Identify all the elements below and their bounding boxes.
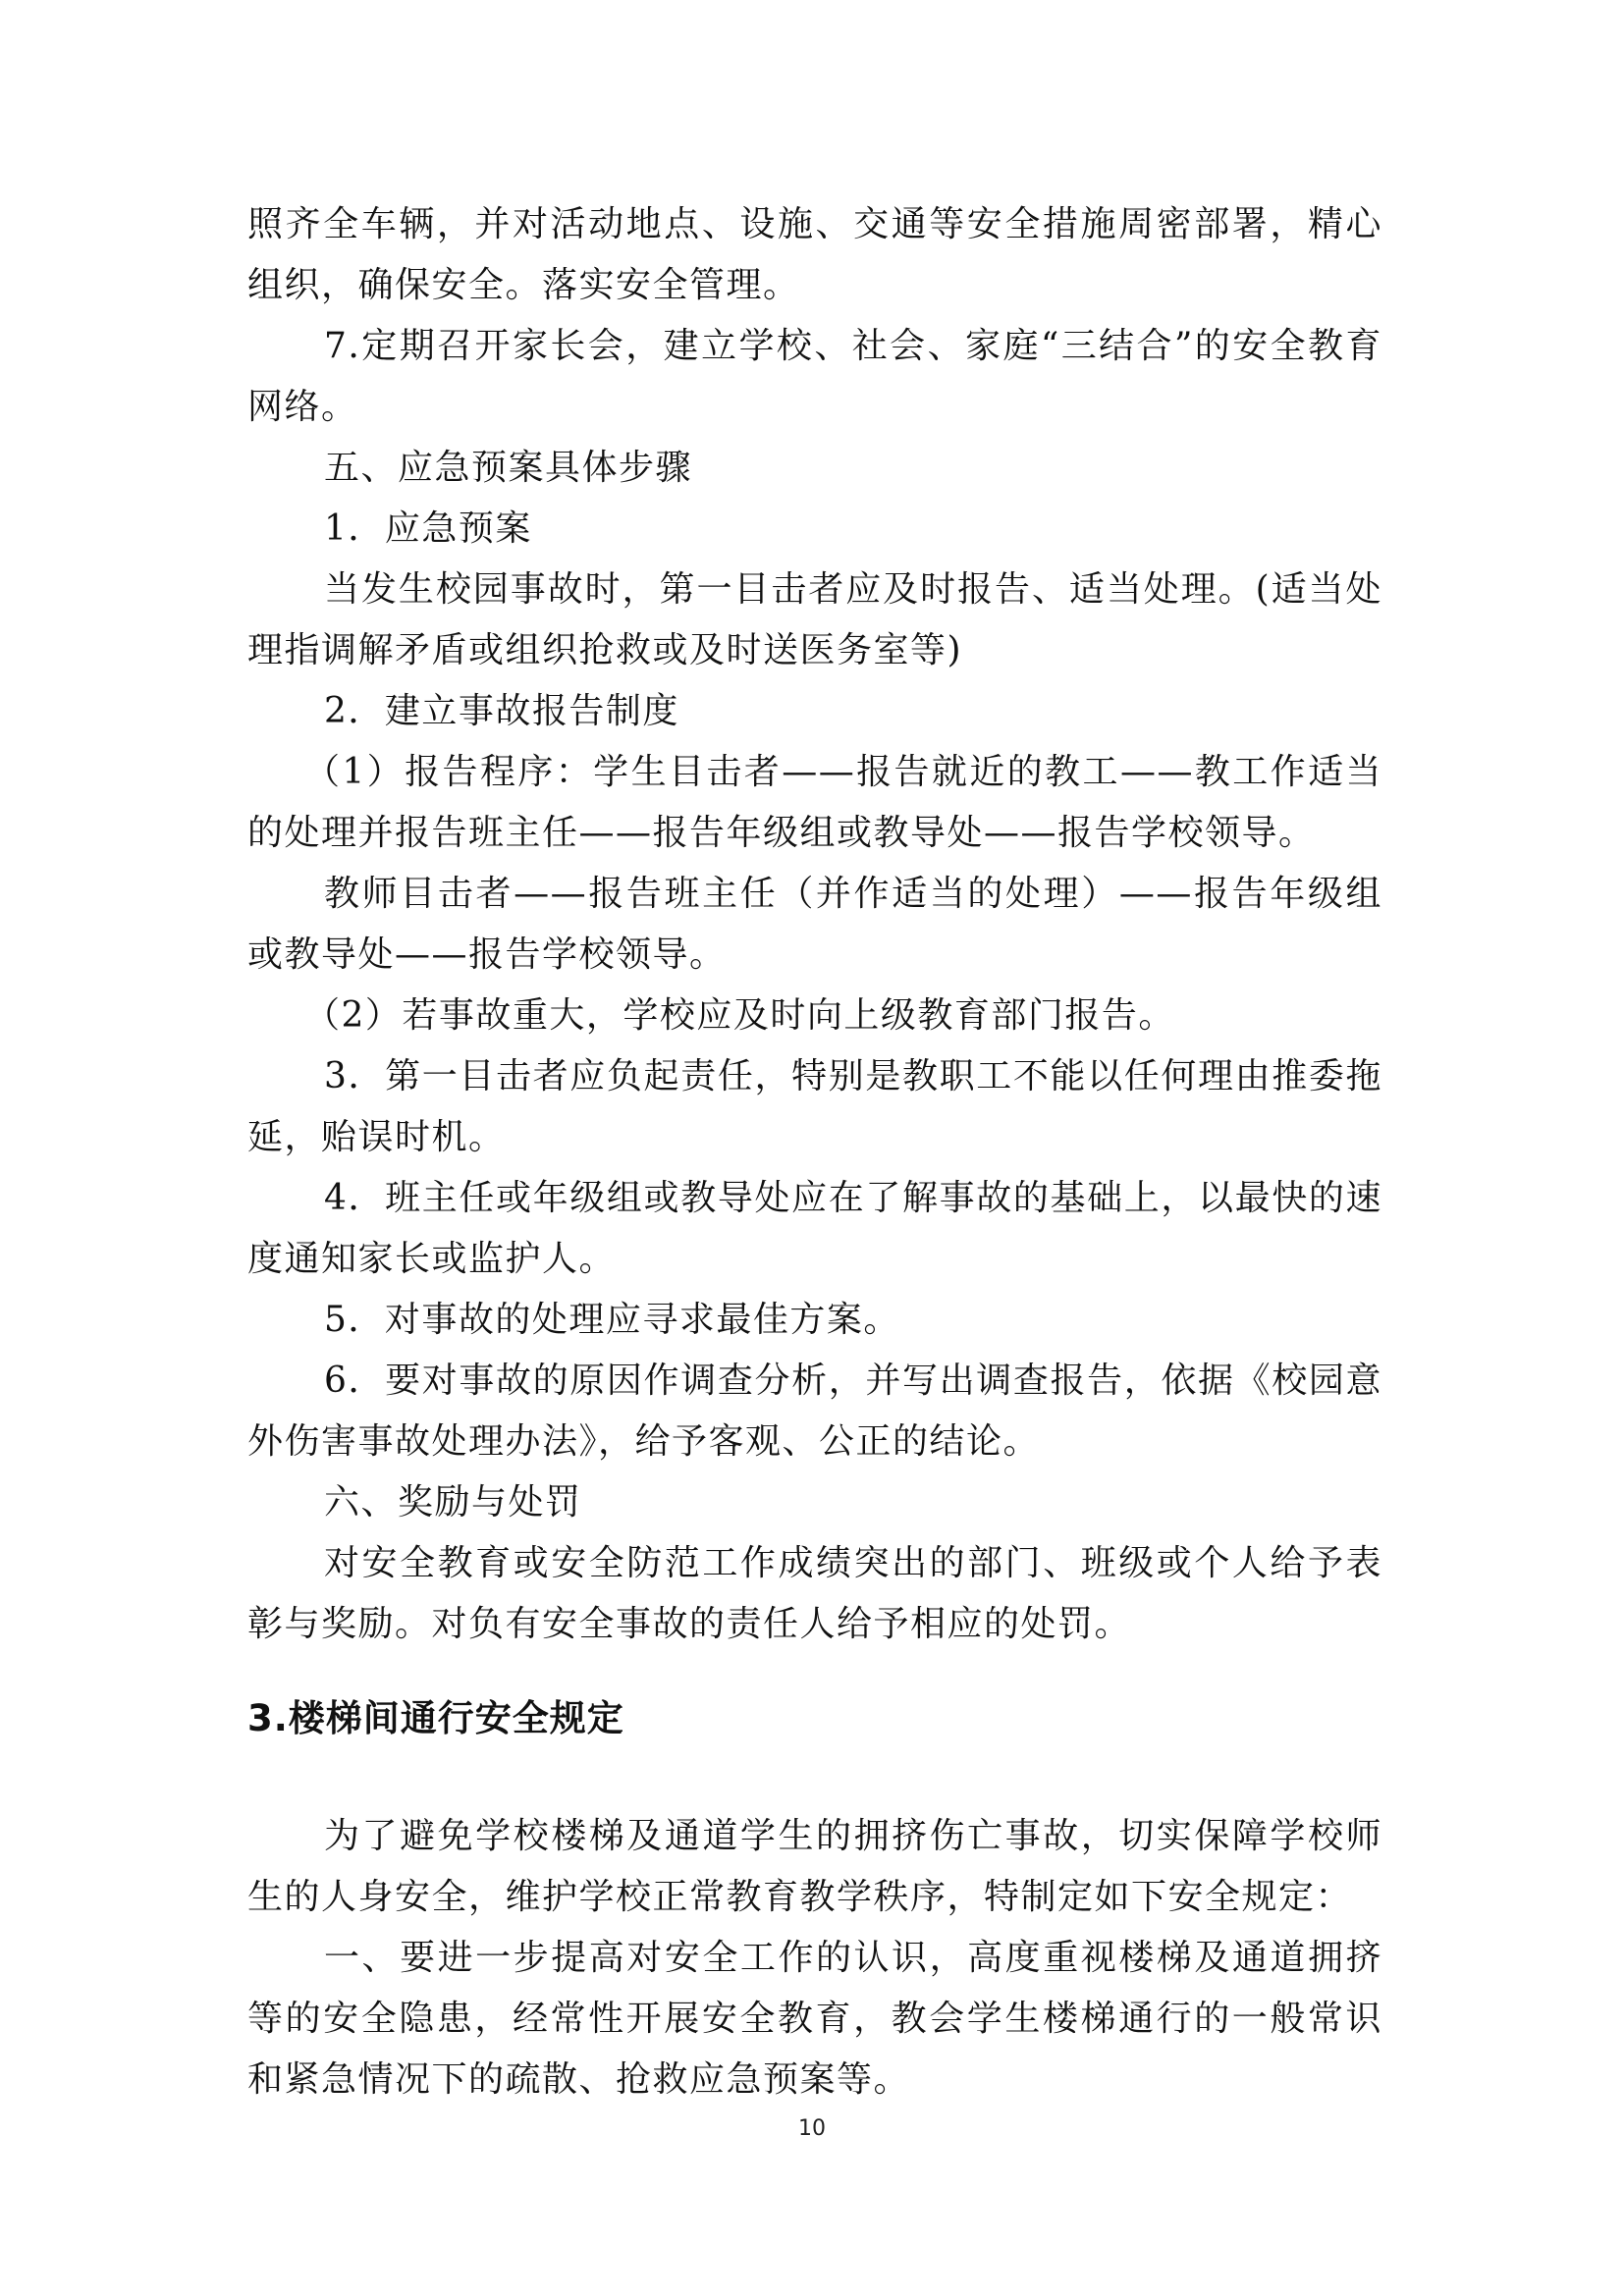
paragraph: 为了避免学校楼梯及通道学生的拥挤伤亡事故，切实保障学校师生的人身安全，维护学校正常教育教学秩序，特制定如下安全规定： (247, 1816, 1382, 1917)
paragraph: 4．班主任或年级组或教导处应在了解事故的基础上，以最快的速度通知家长或监护人。 (247, 1178, 1382, 1279)
subsection-heading: 六、奖励与处罚 (324, 1482, 582, 1522)
list-item-heading: 1．应急预案 (324, 508, 532, 549)
paragraph: 教师目击者——报告班主任（并作适当的处理）——报告年级组或教导处——报告学校领导。 (247, 874, 1382, 975)
paragraph: 7.定期召开家长会，建立学校、社会、家庭“三结合”的安全教育网络。 (247, 326, 1382, 427)
paragraph: 3．第一目击者应负起责任，特别是教职工不能以任何理由推委拖延，贻误时机。 (247, 1056, 1382, 1157)
list-item-heading: 2．建立事故报告制度 (324, 691, 679, 731)
paragraph: 当发生校园事故时，第一目击者应及时报告、适当处理。(适当处理指调解矛盾或组织抢救或及时送医务室等) (247, 569, 1382, 670)
paragraph: 6．要对事故的原因作调查分析，并写出调查报告，依据《校园意外伤害事故处理办法》，给予客观、公正的结论。 (247, 1361, 1382, 1462)
paragraph: 5．对事故的处理应寻求最佳方案。 (324, 1300, 900, 1340)
paragraph: （1）报告程序：学生目击者——报告就近的教工——教工作适当的处理并报告班主任——报告年级组或教导处——报告学校领导。 (247, 752, 1382, 853)
subsection-heading: 五、应急预案具体步骤 (324, 448, 693, 488)
paragraph: （2）若事故重大，学校应及时向上级教育部门报告。 (304, 995, 1175, 1036)
section-heading: 3.楼梯间通行安全规定 (247, 1697, 624, 1739)
page-number: 10 (798, 2116, 826, 2141)
paragraph: 一、要进一步提高对安全工作的认识，高度重视楼梯及通道拥挤等的安全隐患，经常性开展安全教育，教会学生楼梯通行的一般常识和紧急情况下的疏散、抢救应急预案等。 (247, 1938, 1382, 2100)
document-body (247, 194, 1382, 2110)
paragraph: 照齐全车辆，并对活动地点、设施、交通等安全措施周密部署，精心组织，确保安全。落实安全管理。 (247, 204, 1382, 305)
paragraph: 对安全教育或安全防范工作成绩突出的部门、班级或个人给予表彰与奖励。对负有安全事故的责任人给予相应的处罚。 (247, 1543, 1382, 1644)
